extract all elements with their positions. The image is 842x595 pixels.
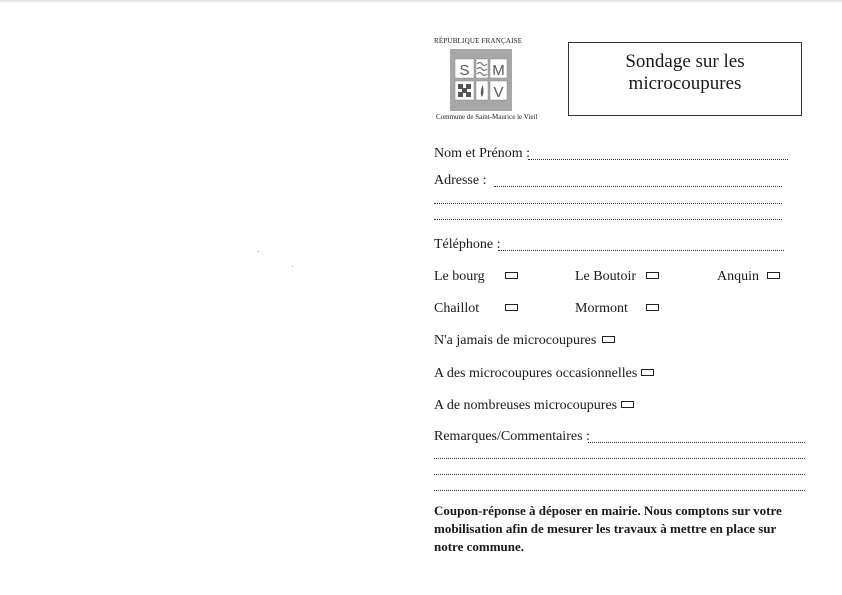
place-label-le-boutoir: Le Boutoir <box>575 269 637 284</box>
name-field[interactable] <box>528 159 788 160</box>
remarks-field-line-4[interactable] <box>434 490 805 491</box>
commune-label: Commune de Saint-Maurice le Vieil <box>436 113 538 121</box>
phone-field[interactable] <box>498 250 784 251</box>
logo-letter-m: M <box>492 62 505 79</box>
checkbox-mormont[interactable] <box>646 304 659 311</box>
checkbox-le-bourg[interactable] <box>505 272 518 279</box>
scan-speck <box>258 251 259 252</box>
place-label-anquin: Anquin <box>717 269 759 284</box>
commune-logo <box>450 49 512 111</box>
scan-edge <box>0 0 842 3</box>
checkbox-never[interactable] <box>602 336 615 343</box>
logo-letter-s: S <box>459 62 470 79</box>
remarks-field-line-2[interactable] <box>434 458 805 459</box>
checkbox-anquin[interactable] <box>767 272 780 279</box>
checkbox-frequent[interactable] <box>621 401 634 408</box>
logo-icon <box>450 49 512 111</box>
title-box <box>568 42 802 116</box>
remarks-label: Remarques/Commentaires : <box>434 429 590 444</box>
checkbox-occasional[interactable] <box>641 369 654 376</box>
name-label: Nom et Prénom : <box>434 146 531 161</box>
freq-label-never: N'a jamais de microcoupures <box>434 333 597 348</box>
phone-label: Téléphone : <box>434 237 501 252</box>
place-label-chaillot: Chaillot <box>434 301 480 316</box>
freq-label-frequent: A de nombreuses microcoupures <box>434 398 618 413</box>
address-field-line-3[interactable] <box>434 219 782 220</box>
place-label-le-bourg: Le bourg <box>434 269 485 284</box>
address-label: Adresse : <box>434 173 487 188</box>
scan-speck <box>292 266 293 267</box>
remarks-field-line-1[interactable] <box>588 442 805 443</box>
address-field-line-1[interactable] <box>494 186 782 187</box>
checkbox-le-boutoir[interactable] <box>646 272 659 279</box>
checkbox-chaillot[interactable] <box>505 304 518 311</box>
title-line-1: Sondage sur les <box>625 51 745 72</box>
place-label-mormont: Mormont <box>575 301 628 316</box>
freq-label-occasional: A des microcoupures occasionnelles <box>434 366 638 381</box>
page-title <box>569 51 801 95</box>
address-field-line-2[interactable] <box>434 203 782 204</box>
logo-letter-v: V <box>493 84 504 101</box>
coupon-note: Coupon-réponse à déposer en mairie. Nous comptons sur votre mobilisation afin de mesurer les travaux à mettre en place sur notre commune. <box>434 503 782 554</box>
remarks-field-line-3[interactable] <box>434 474 805 475</box>
republic-label: RÉPUBLIQUE FRANÇAISE <box>434 37 523 45</box>
title-line-2: microcoupures <box>628 73 742 94</box>
